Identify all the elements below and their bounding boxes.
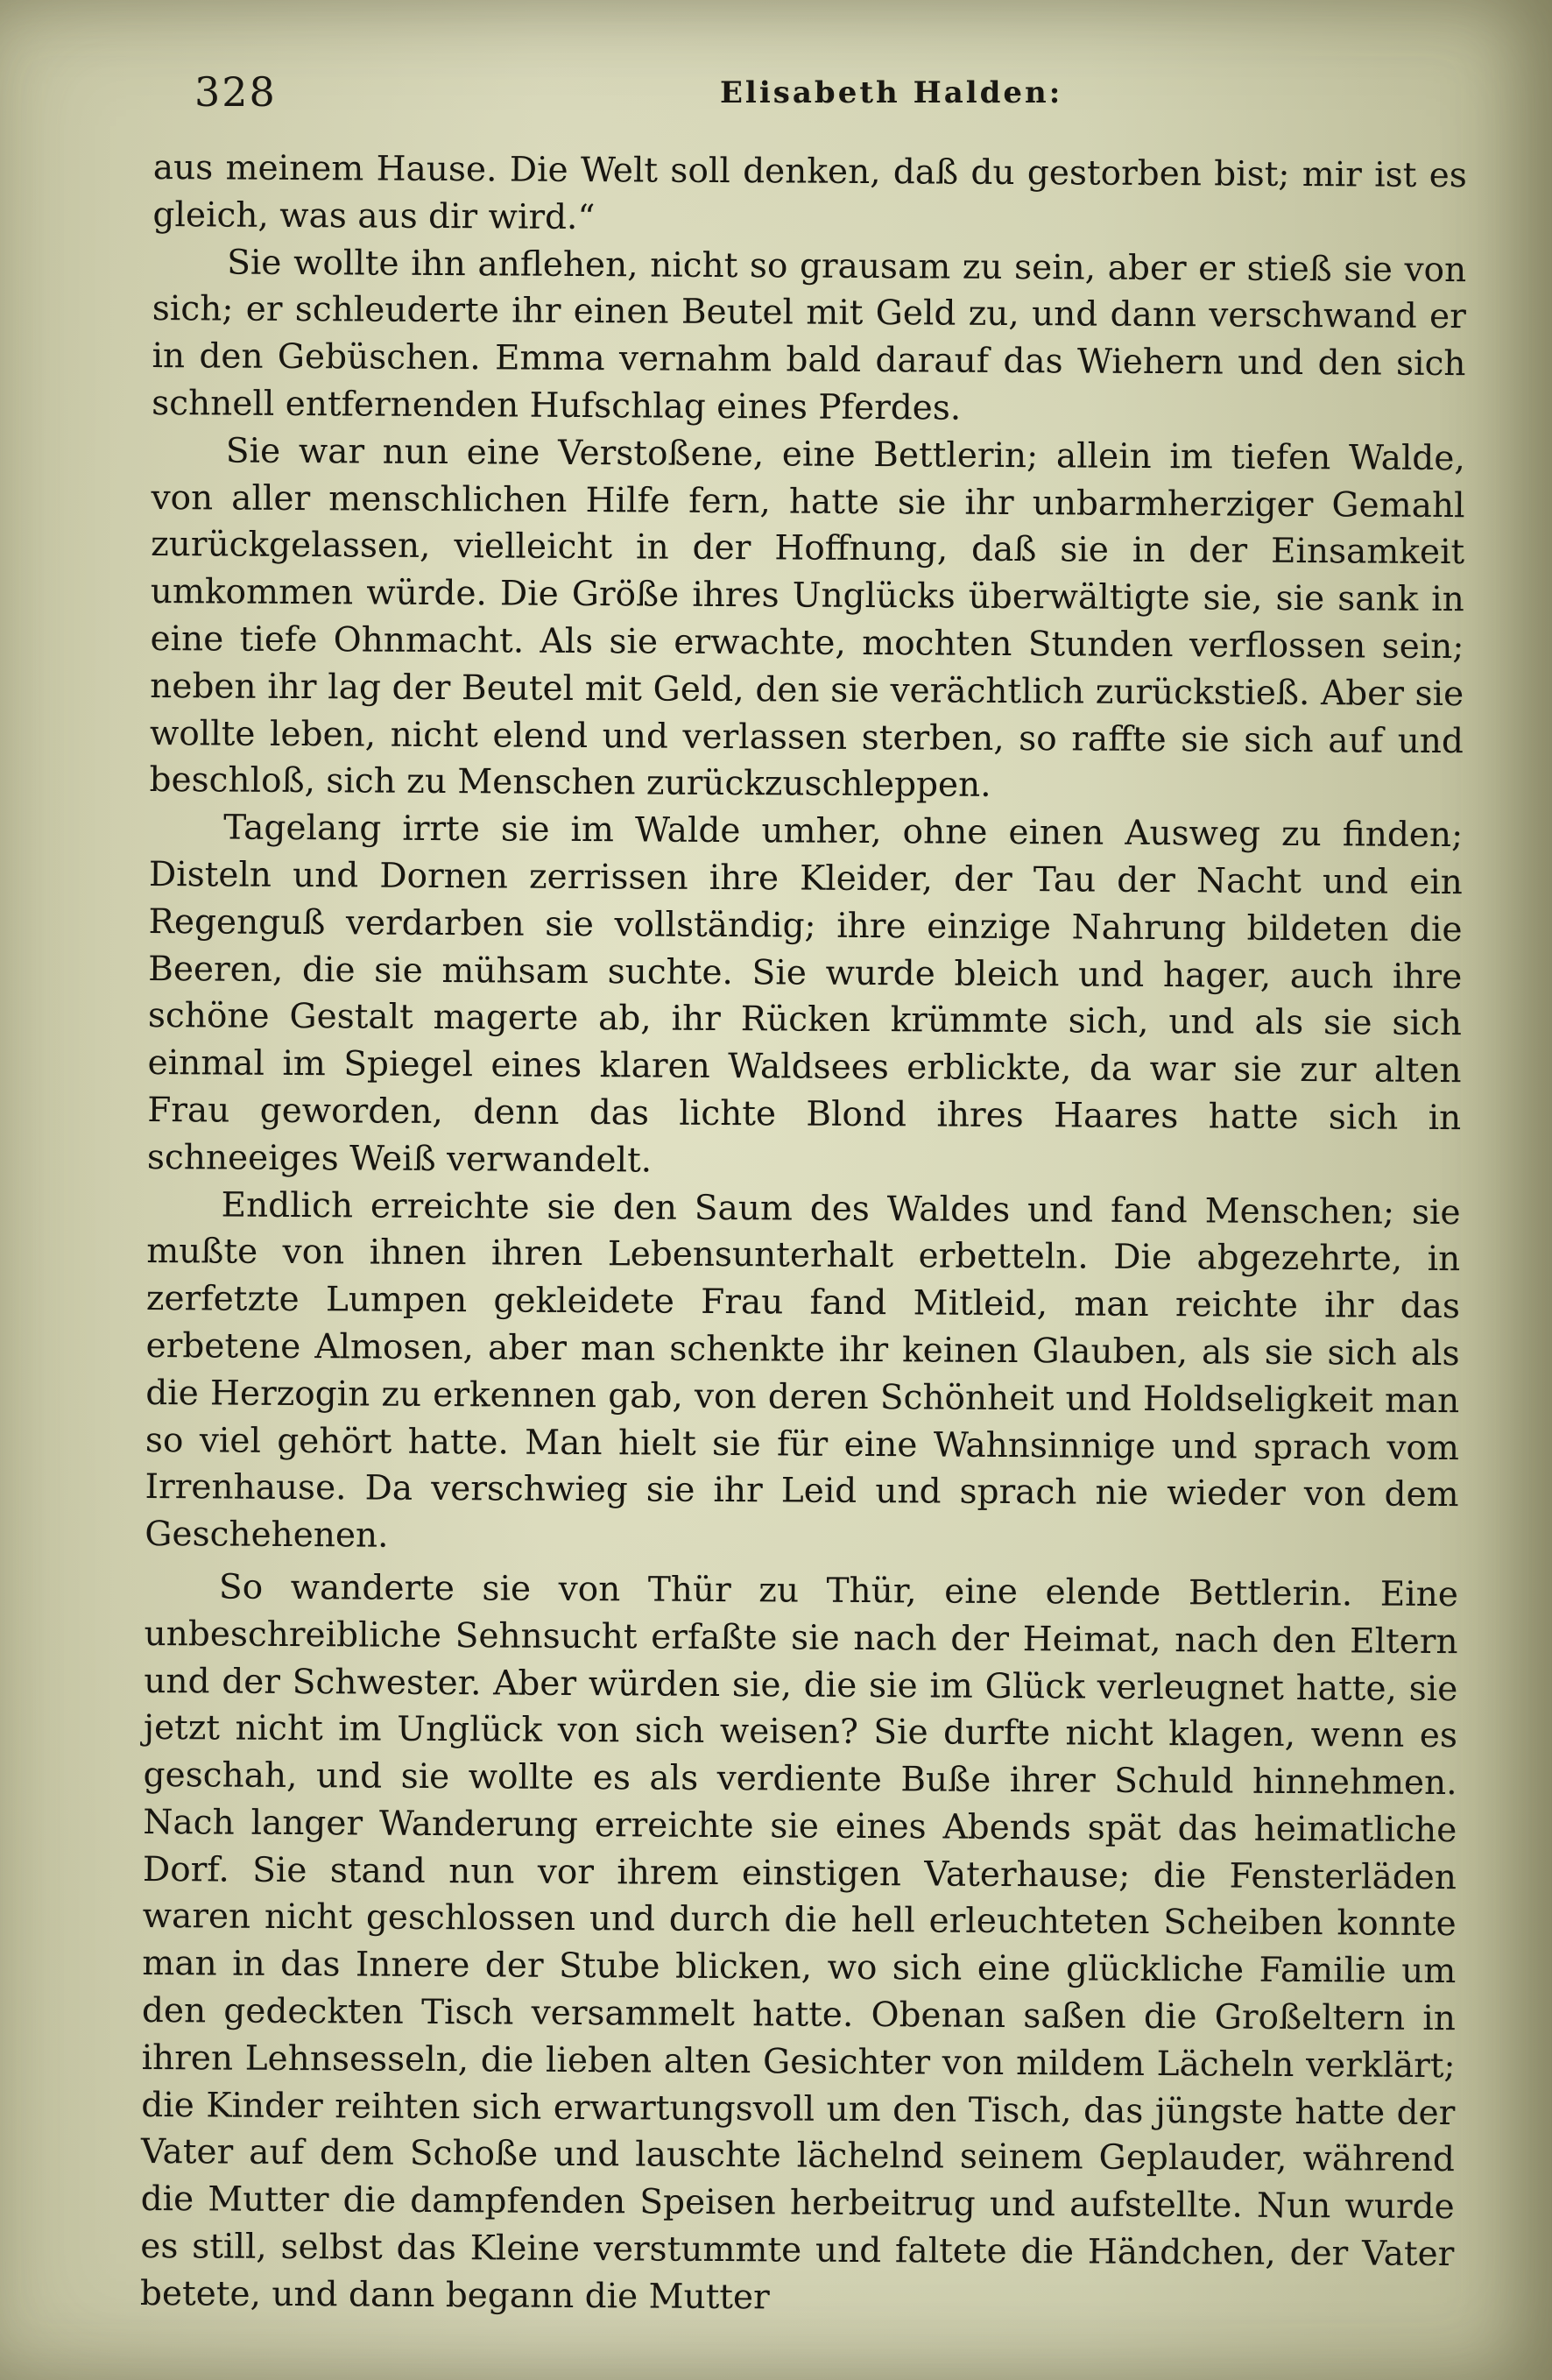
page-header <box>194 68 1464 121</box>
paragraph-3: Sie war nun eine Verstoßene, eine Bettlerin; allein im tiefen Walde, von aller menschlichen Hilfe fern, hatte sie ihr unbarmherziger Gemahl zurückgelassen, vielleicht in der Hoffnung, daß sie in der Einsamkeit umkommen würde. Die Größe ihres Unglücks überwältigte sie, sie sank in eine tiefe Ohnmacht. Als sie erwachte, mochten Stunden verflossen sein; neben ihr lag der Beutel mit Geld, den sie verächtlich zurückstieß. Aber sie wollte leben, nicht elend und verlassen sterben, so raffte sie sich auf und beschloß, sich zu Menschen zurückzuschleppen. <box>149 431 1465 806</box>
paragraph-5: Endlich erreichte sie den Saum des Waldes und fand Menschen; sie mußte von ihnen ihren Lebensunterhalt erbetteln. Die abgezehrte, in zerfetzte Lumpen gekleidete Frau fand Mitleid, man reichte ihr das erbetene Almosen, aber man schenkte ihr keinen Glauben, als sie sich als die Herzogin zu erkennen gab, von deren Schönheit und Holdseligkeit man so viel gehört hatte. Man hielt sie für eine Wahnsinnige und sprach vom Irrenhause. Da verschwieg sie ihr Leid und sprach nie wieder von dem Geschehenen. <box>145 1185 1461 1556</box>
paragraph-4: Tagelang irrte sie im Walde umher, ohne einen Ausweg zu finden; Disteln und Dornen zerrissen ihre Kleider, der Tau der Nacht und ein Regenguß verdarben sie vollständig; ihre einzige Nahrung bildeten die Beeren, die sie mühsam suchte. Sie wurde bleich und hager, auch ihre schöne Gestalt magerte ab, ihr Rücken krümmte sich, und als sie sich einmal im Spiegel eines klaren Waldsees erblickte, da war sie zur alten Frau geworden, denn das lichte Blond ihres Haares hatte sich in schneeiges Weiß verwandelt. <box>146 808 1464 1181</box>
paragraph-6: So wanderte sie von Thür zu Thür, eine elende Bettlerin. Eine unbeschreibliche Sehnsucht erfaßte sie nach der Heimat, nach den Eltern und der Schwester. Aber würden sie, die sie im Glück verleugnet hatte, sie jetzt nicht im Unglück von sich weisen? Sie durfte nicht klagen, wenn es geschah, und sie wollte es als verdiente Buße ihrer Schuld hinnehmen. Nach langer Wanderung erreichte sie eines Abends spät das heimatliche Dorf. Sie stand nun vor ihrem einstigen Vaterhause; die Fensterläden waren nicht geschlossen und durch die hell erleuchteten Scheiben konnte man in das Innere der Stube blicken, wo sich eine glückliche Familie um den gedeckten Tisch versammelt hatte. Obenan saßen die Großeltern in ihren Lehnsesseln, die lieben alten Gesichter von mildem Lächeln verklärt; die Kinder reihten sich erwartungsvoll um den Tisch, das jüngste hatte der Vater auf dem Schoße und lauschte lächelnd seinem Geplauder, während die Mutter die dampfenden Speisen herbeitrug und aufstellte. Nun wurde es still, selbst das Kleine verstummte und faltete die Händchen, der Vater betete, und dann begann die Mutter <box>139 1567 1459 2318</box>
paragraph-1: aus meinem Hause. Die Welt soll denken, daß du gestorben bist; mir ist es gleich, was aus dir wird.“ <box>152 147 1467 237</box>
page-number: 328 <box>194 68 277 116</box>
body-text <box>140 145 1467 2326</box>
running-head: Elisabeth Halden: <box>720 75 1063 110</box>
paragraph-2: Sie wollte ihn anflehen, nicht so grausam zu sein, aber er stieß sie von sich; er schleuderte ihr einen Beutel mit Geld zu, und dann verschwand er in den Gebüschen. Emma vernahm bald darauf das Wiehern und den sich schnell entfernenden Hufschlag eines Pferdes. <box>152 243 1467 428</box>
